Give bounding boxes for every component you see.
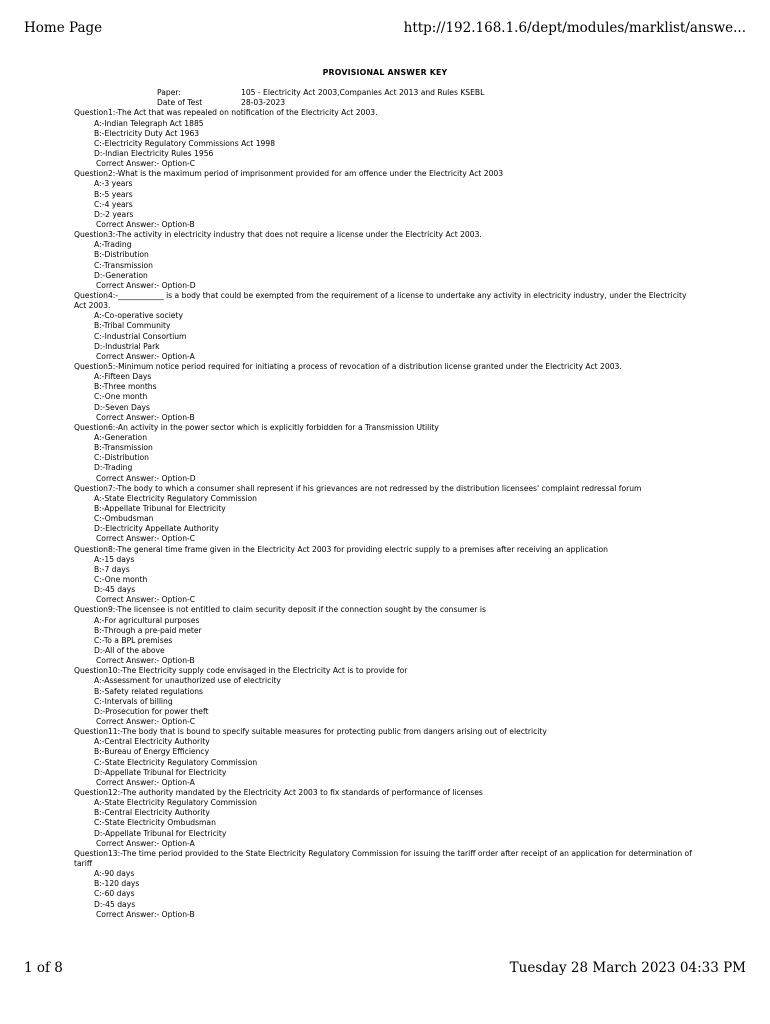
correct-answer: Correct Answer:- Option-B: [96, 412, 195, 422]
answer-option: B:-Safety related regulations: [94, 686, 204, 696]
answer-option: C:-State Electricity Ombudsman: [94, 818, 216, 828]
answer-option: D:-Appellate Tribunal for Electricity: [94, 767, 227, 777]
answer-option: C:-To a BPL premises: [94, 635, 173, 645]
question-block: [74, 291, 696, 362]
question-text: Question13:-The time period provided to the State Electricity Regulatory Commission for issuing the tariff order after receipt of an application for determination of tariff: [74, 848, 692, 868]
answer-option: D:-Indian Electricity Rules 1956: [94, 148, 214, 158]
date-row: [74, 98, 696, 108]
correct-answer: Correct Answer:- Option-A: [96, 351, 195, 361]
question-block: [74, 108, 696, 169]
answer-option: D:-Prosecution for power theft: [94, 706, 209, 716]
answer-option: C:-One month: [94, 392, 148, 402]
answer-option: D:-Appellate Tribunal for Electricity: [94, 828, 227, 838]
paper-label: Paper:: [157, 88, 181, 97]
answer-option: B:-Tribal Community: [94, 321, 171, 331]
answer-option: C:-Ombudsman: [94, 514, 154, 524]
question-block: [74, 423, 696, 484]
answer-option: A:-Generation: [94, 432, 148, 442]
answer-option: B:-120 days: [94, 879, 140, 889]
answer-option: B:-Transmission: [94, 443, 153, 453]
answer-option: C:-Industrial Consortium: [94, 331, 187, 341]
paper-value: 105 - Electricity Act 2003,Companies Act 2013 and Rules KSEBL: [241, 88, 485, 97]
answer-option: B:-Distribution: [94, 250, 149, 260]
question-block: [74, 545, 696, 606]
question-block: [74, 788, 696, 849]
answer-key-document: [74, 67, 696, 920]
document-title: PROVISIONAL ANSWER KEY: [322, 68, 448, 77]
question-block: [74, 666, 696, 727]
question-text: Question8:-The general time frame given in the Electricity Act 2003 for providing electric supply to a premises after receiving an application: [74, 544, 608, 554]
answer-option: A:-For agricultural purposes: [94, 615, 200, 625]
correct-answer: Correct Answer:- Option-A: [96, 777, 195, 787]
question-text: Question6:-An activity in the power sector which is explicitly forbidden for a Transmission Utility: [74, 422, 439, 432]
question-text: Question1:-The Act that was repealed on notification of the Electricity Act 2003.: [74, 108, 378, 118]
answer-option: D:-Industrial Park: [94, 341, 160, 351]
answer-option: C:-Distribution: [94, 453, 149, 463]
answer-option: D:-Generation: [94, 270, 148, 280]
answer-option: C:-Electricity Regulatory Commissions Act 1998: [94, 138, 276, 148]
answer-option: B:-Through a pre-paid meter: [94, 625, 202, 635]
answer-option: D:-45 days: [94, 899, 136, 909]
question-block: [74, 484, 696, 545]
answer-option: B:-5 years: [94, 189, 133, 199]
page-indicator: 1 of 8: [24, 960, 63, 976]
answer-option: D:-Electricity Appellate Authority: [94, 524, 219, 534]
question-text: Question11:-The body that is bound to specify suitable measures for protecting public from dangers arising out of electricity: [74, 727, 547, 737]
question-text: Question2:-What is the maximum period of imprisonment provided for am offence under the Electricity Act 2003: [74, 169, 504, 179]
question-text: Question7:-The body to which a consumer shall represent if his grievances are not redressed by the distribution licensees' complaint redressal forum: [74, 483, 642, 493]
question-text: Question9:-The licensee is not entitled to claim security deposit if the connection sought by the consumer is: [74, 605, 486, 615]
question-block: [74, 230, 696, 291]
correct-answer: Correct Answer:- Option-B: [96, 656, 195, 666]
paper-row: [74, 88, 696, 98]
question-text: Question3:-The activity in electricity industry that does not require a license under the Electricity Act 2003.: [74, 230, 482, 240]
answer-option: B:-Appellate Tribunal for Electricity: [94, 503, 226, 513]
answer-option: A:-Indian Telegraph Act 1885: [94, 118, 204, 128]
correct-answer: Correct Answer:- Option-A: [96, 838, 195, 848]
answer-option: A:-15 days: [94, 554, 135, 564]
question-block: [74, 169, 696, 230]
correct-answer: Correct Answer:- Option-B: [96, 219, 195, 229]
browser-header-url: http://192.168.1.6/dept/modules/marklist/answe...: [403, 20, 746, 36]
answer-option: C:-4 years: [94, 199, 133, 209]
question-list: [74, 108, 696, 919]
answer-option: D:-2 years: [94, 209, 134, 219]
correct-answer: Correct Answer:- Option-C: [96, 159, 196, 169]
question-text: Question5:-Minimum notice period required for initiating a process of revocation of a distribution license granted under the Electricity Act 2003.: [74, 361, 622, 371]
answer-option: C:-One month: [94, 574, 148, 584]
answer-option: B:-Three months: [94, 382, 157, 392]
question-block: [74, 727, 696, 788]
answer-option: A:-Central Electricity Authority: [94, 737, 210, 747]
answer-option: A:-Fifteen Days: [94, 372, 152, 382]
answer-option: D:-Trading: [94, 463, 133, 473]
correct-answer: Correct Answer:- Option-C: [96, 595, 196, 605]
date-value: 28-03-2023: [241, 98, 286, 108]
answer-option: C:-Intervals of billing: [94, 696, 173, 706]
answer-option: C:-State Electricity Regulatory Commission: [94, 757, 258, 767]
print-timestamp: Tuesday 28 March 2023 04:33 PM: [509, 960, 746, 976]
answer-option: B:-Electricity Duty Act 1963: [94, 128, 200, 138]
browser-header-title: Home Page: [24, 20, 103, 36]
question-text: Question12:-The authority mandated by the Electricity Act 2003 to fix standards of performance of licenses: [74, 787, 483, 797]
correct-answer: Correct Answer:- Option-B: [96, 909, 195, 919]
answer-option: D:-45 days: [94, 585, 136, 595]
answer-option: B:-Central Electricity Authority: [94, 808, 210, 818]
answer-option: C:-60 days: [94, 889, 135, 899]
question-block: [74, 849, 696, 920]
answer-option: A:-3 years: [94, 179, 133, 189]
answer-option: D:-All of the above: [94, 645, 165, 655]
answer-option: D:-Seven Days: [94, 402, 150, 412]
correct-answer: Correct Answer:- Option-C: [96, 716, 196, 726]
answer-option: A:-Co-operative society: [94, 311, 183, 321]
answer-option: C:-Transmission: [94, 260, 153, 270]
paper-meta: [74, 88, 696, 108]
answer-option: A:-Assessment for unauthorized use of electricity: [94, 676, 281, 686]
answer-option: B:-7 days: [94, 564, 130, 574]
question-text: Question10:-The Electricity supply code envisaged in the Electricity Act is to provide for: [74, 666, 408, 676]
question-block: [74, 605, 696, 666]
answer-option: A:-Trading: [94, 240, 132, 250]
correct-answer: Correct Answer:- Option-D: [96, 473, 196, 483]
correct-answer: Correct Answer:- Option-C: [96, 534, 196, 544]
question-block: [74, 362, 696, 423]
answer-option: A:-90 days: [94, 869, 135, 879]
question-text: Question4:-____________ is a body that could be exempted from the requirement of a license to undertake any activity in electricity industry, under the Electricity Act 2003.: [74, 290, 687, 311]
correct-answer: Correct Answer:- Option-D: [96, 280, 196, 290]
answer-option: B:-Bureau of Energy Efficiency: [94, 747, 210, 757]
answer-option: A:-State Electricity Regulatory Commission: [94, 798, 257, 808]
date-label: Date of Test: [157, 98, 203, 108]
answer-option: A:-State Electricity Regulatory Commission: [94, 493, 257, 503]
